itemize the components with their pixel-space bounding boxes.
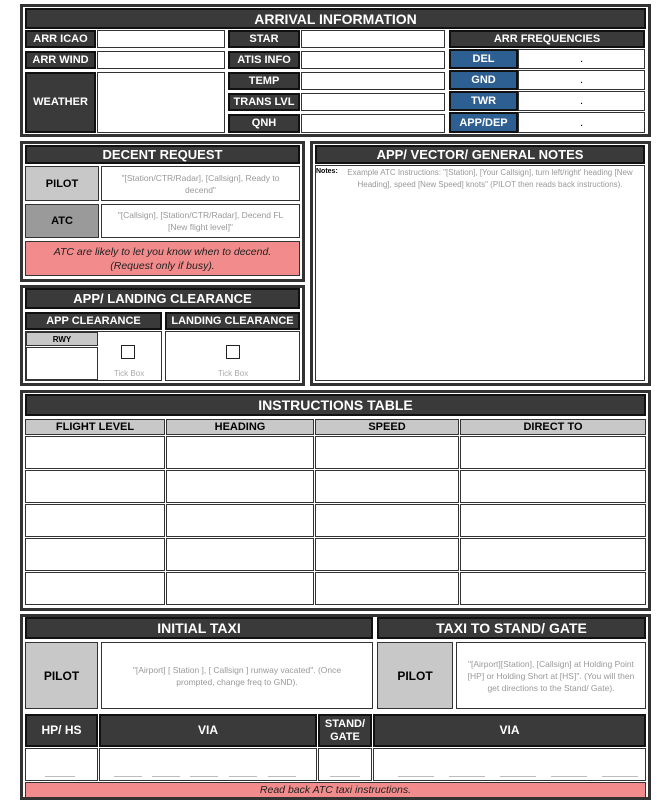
landing-clearance-label: LANDING CLEARANCE	[165, 312, 300, 330]
col-heading: HEADING	[166, 419, 314, 435]
fill-line	[152, 776, 180, 777]
col-flight-level: FLIGHT LEVEL	[25, 419, 165, 435]
weather-label: WEATHER	[25, 72, 96, 133]
freq-del-label: DEL	[449, 49, 518, 69]
taxi-stand-title: TAXI TO STAND/ GATE	[377, 617, 646, 639]
via-2-label: VIA	[373, 714, 646, 747]
fill-line	[330, 776, 360, 777]
instr-cell-speed[interactable]	[315, 436, 459, 469]
instr-cell-heading[interactable]	[166, 538, 314, 571]
instr-cell-heading[interactable]	[166, 572, 314, 605]
freq-app-dep-label: APP/DEP	[449, 112, 518, 133]
arr-icao-label: ARR ICAO	[25, 30, 96, 48]
instr-cell-flight-level[interactable]	[25, 572, 165, 605]
rwy-label: RWY	[26, 332, 98, 346]
fill-line	[602, 776, 638, 777]
freq-gnd-label: GND	[449, 70, 518, 90]
arr-wind-label: ARR WIND	[25, 51, 96, 69]
temp-field[interactable]	[301, 72, 445, 90]
decent-pilot-phrase: "[Station/CTR/Radar], [Callsign], Ready to decend"	[101, 166, 300, 201]
freq-app-dep-value[interactable]: .	[518, 112, 645, 133]
notes-area[interactable]	[315, 165, 645, 381]
col-direct-to: DIRECT TO	[460, 419, 646, 435]
app-clearance-checkbox[interactable]	[121, 345, 135, 359]
landing-tick-box-label: Tick Box	[217, 369, 249, 378]
fill-line	[449, 776, 485, 777]
stand-gate-label: STAND/ GATE	[318, 714, 372, 747]
decent-warning-line-2: (Request only if busy).	[110, 259, 215, 272]
atis-info-field[interactable]	[301, 51, 445, 69]
instr-cell-speed[interactable]	[315, 572, 459, 605]
fill-line	[268, 776, 296, 777]
fill-line	[551, 776, 587, 777]
notes-label: Notes:	[316, 168, 338, 175]
instr-cell-heading[interactable]	[166, 504, 314, 537]
star-field[interactable]	[301, 30, 445, 48]
instr-cell-speed[interactable]	[315, 470, 459, 503]
instr-cell-speed[interactable]	[315, 538, 459, 571]
hp-hs-label: HP/ HS	[25, 714, 98, 747]
fill-line	[114, 776, 142, 777]
taxi-stand-pilot-label: PILOT	[377, 642, 453, 709]
arr-wind-field[interactable]	[97, 51, 225, 69]
landing-clearance-checkbox[interactable]	[226, 345, 240, 359]
via-1-label: VIA	[99, 714, 317, 747]
notes-title: APP/ VECTOR/ GENERAL NOTES	[315, 145, 645, 164]
instructions-title: INSTRUCTIONS TABLE	[25, 394, 646, 416]
arrival-title: ARRIVAL INFORMATION	[25, 8, 646, 29]
instr-cell-speed[interactable]	[315, 504, 459, 537]
initial-taxi-pilot-label: PILOT	[25, 642, 98, 709]
instr-cell-direct-to[interactable]	[460, 572, 646, 605]
trans-lvl-label: TRANS LVL	[228, 93, 300, 111]
freq-twr-value[interactable]: .	[518, 91, 645, 111]
decent-warning	[25, 241, 300, 276]
instr-cell-direct-to[interactable]	[460, 538, 646, 571]
instr-cell-direct-to[interactable]	[460, 436, 646, 469]
initial-taxi-title: INITIAL TAXI	[25, 617, 373, 639]
app-clearance-label: APP CLEARANCE	[25, 312, 162, 330]
instr-cell-direct-to[interactable]	[460, 504, 646, 537]
fill-line	[500, 776, 536, 777]
freq-gnd-value[interactable]: .	[518, 70, 645, 90]
freq-twr-label: TWR	[449, 91, 518, 111]
qnh-label: QNH	[228, 114, 300, 133]
decent-warning-line-1: ATC are likely to let you know when to decend.	[53, 245, 272, 258]
col-speed: SPEED	[315, 419, 459, 435]
fill-line	[229, 776, 257, 777]
fill-line	[190, 776, 218, 777]
instr-cell-flight-level[interactable]	[25, 504, 165, 537]
notes-example-text: Example ATC Instructions: "[Station], [Your Callsign], turn left/right' heading [New Heading], speed [New Speed] knots" (PILOT then reads back instructions).	[347, 168, 633, 189]
decent-atc-phrase: "[Callsign], [Station/CTR/Radar], Decend FL [New flight level]"	[101, 204, 300, 238]
qnh-field[interactable]	[301, 114, 445, 133]
weather-field[interactable]	[97, 72, 225, 133]
freq-del-value[interactable]: .	[518, 49, 645, 69]
app-tick-box-label: Tick Box	[113, 369, 145, 378]
footer-note: Read back ATC taxi instructions.	[25, 782, 646, 798]
instr-cell-flight-level[interactable]	[25, 470, 165, 503]
temp-label: TEMP	[228, 72, 300, 90]
decent-title: DECENT REQUEST	[25, 145, 300, 164]
fill-line	[398, 776, 434, 777]
instr-cell-heading[interactable]	[166, 436, 314, 469]
instr-cell-flight-level[interactable]	[25, 538, 165, 571]
instr-cell-heading[interactable]	[166, 470, 314, 503]
arr-icao-field[interactable]	[97, 30, 225, 48]
fill-line	[45, 776, 75, 777]
landing-title: APP/ LANDING CLEARANCE	[25, 288, 300, 309]
rwy-field[interactable]	[26, 347, 98, 380]
instr-cell-direct-to[interactable]	[460, 470, 646, 503]
decent-atc-label: ATC	[25, 204, 99, 238]
initial-taxi-phrase: "[Airport] [ Station ], [ Callsign ] runway vacated". (Once prompted, change freq to GND).	[101, 642, 373, 709]
decent-pilot-label: PILOT	[25, 166, 99, 201]
taxi-stand-phrase: "[Airport][Station], [Callsign] at Holding Point [HP] or Holding Short at [HS]". (You will then get directions to the Stand/ Gate).	[456, 642, 646, 709]
instr-cell-flight-level[interactable]	[25, 436, 165, 469]
atis-info-label: ATIS INFO	[228, 51, 300, 69]
trans-lvl-field[interactable]	[301, 93, 445, 111]
star-label: STAR	[228, 30, 300, 48]
arr-frequencies-title: ARR FREQUENCIES	[449, 30, 645, 48]
